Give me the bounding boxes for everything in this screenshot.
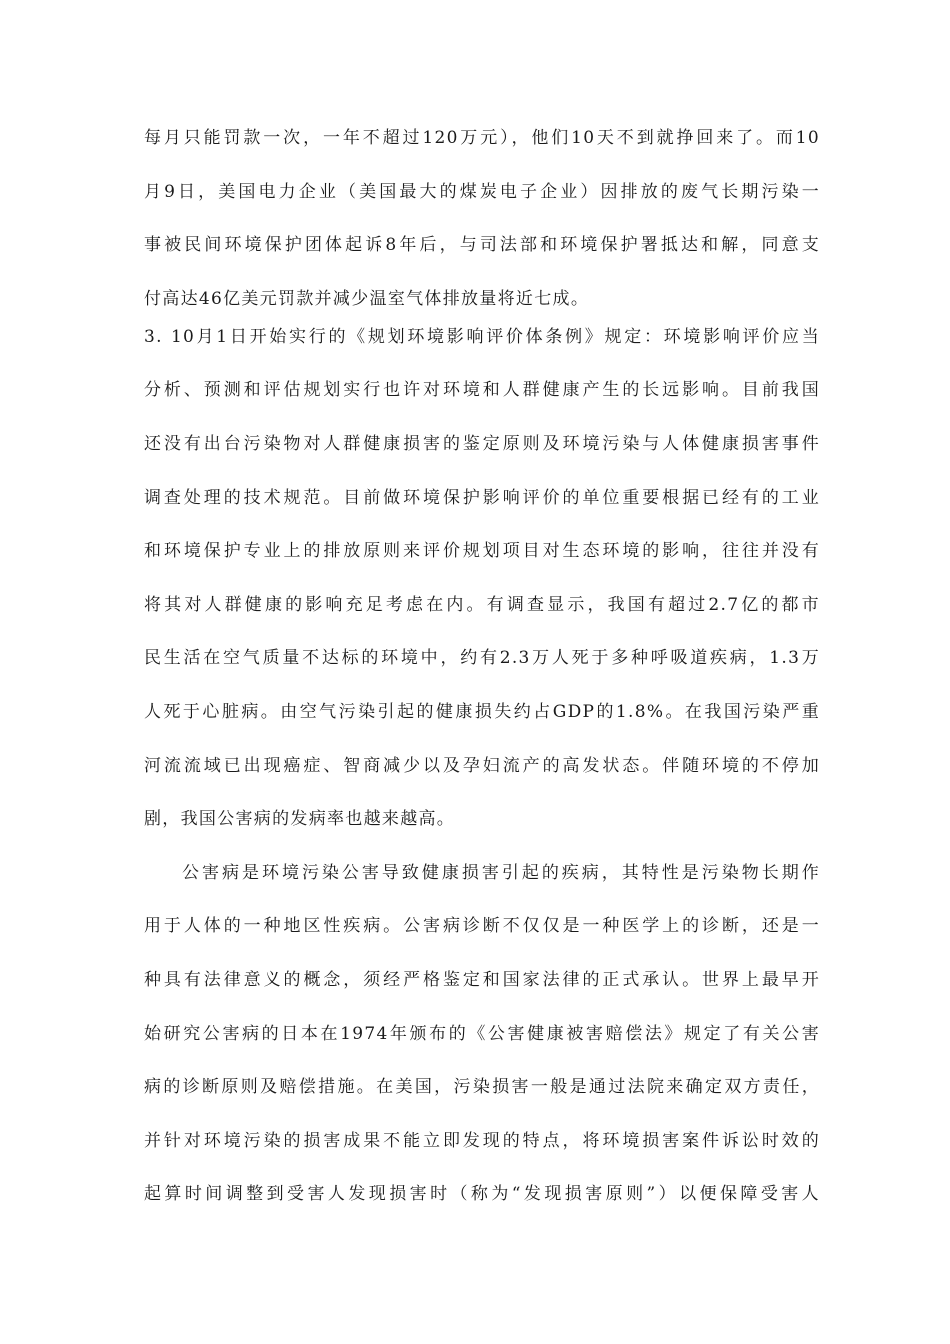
text-line: 种具有法律意义的概念，须经严格鉴定和国家法律的正式承认。世界上最早开 [144,969,820,990]
text-line: 将其对人群健康的影响充足考虑在内。有调查显示，我国有超过2.7亿的都市 [144,594,820,615]
text-line: 分析、预测和评估规划实行也许对环境和人群健康产生的长远影响。目前我国 [144,380,820,401]
text-line: 和环境保护专业上的排放原则来评价规划项目对生态环境的影响，往往并没有 [144,541,820,562]
text-line: 并针对环境污染的损害成果不能立即发现的特点，将环境损害案件诉讼时效的 [144,1130,820,1151]
text-line: 还没有出台污染物对人群健康损害的鉴定原则及环境污染与人体健康损害事件 [144,433,820,454]
paragraph-start: 公害病是环境污染公害导致健康损害引起的疾病，其特性是污染物长期作 [182,862,820,883]
text-line: 月9日，美国电力企业（美国最大的煤炭电子企业）因排放的废气长期污染一 [144,181,820,202]
text-line: 每月只能罚款一次，一年不超过120万元），他们10天不到就挣回来了。而10 [144,128,820,148]
text-line: 用于人体的一种地区性疾病。公害病诊断不仅仅是一种医学上的诊断，还是一 [144,916,820,937]
text-line: 人死于心脏病。由空气污染引起的健康损失约占GDP的1.8%。在我国污染严重 [144,701,820,722]
text-line: 付高达46亿美元罚款并减少温室气体排放量将近七成。 [144,288,590,309]
text-line: 河流流域已出现癌症、智商减少以及孕妇流产的高发状态。伴随环境的不停加 [144,755,820,776]
text-line: 病的诊断原则及赔偿措施。在美国，污染损害一般是通过法院来确定双方责任， [144,1077,820,1098]
text-line: 民生活在空气质量不达标的环境中，约有2.3万人死于多种呼吸道疾病，1.3万 [144,648,820,669]
list-item-3: 3. 10月1日开始实行的《规划环境影响评价体条例》规定：环境影响评价应当 [144,326,820,347]
text-line: 调查处理的技术规范。目前做环境保护影响评价的单位重要根据已经有的工业 [144,487,820,508]
text-line: 剧，我国公害病的发病率也越来越高。 [144,809,456,830]
text-line: 事被民间环境保护团体起诉8年后，与司法部和环境保护署抵达和解，同意支 [144,235,820,256]
document-body [144,118,820,1228]
text-line: 起算时间调整到受害人发现损害时（称为“发现损害原则”）以便保障受害人 [144,1184,820,1205]
text-line: 始研究公害病的日本在1974年颁布的《公害健康被害赔偿法》规定了有关公害 [144,1023,820,1044]
